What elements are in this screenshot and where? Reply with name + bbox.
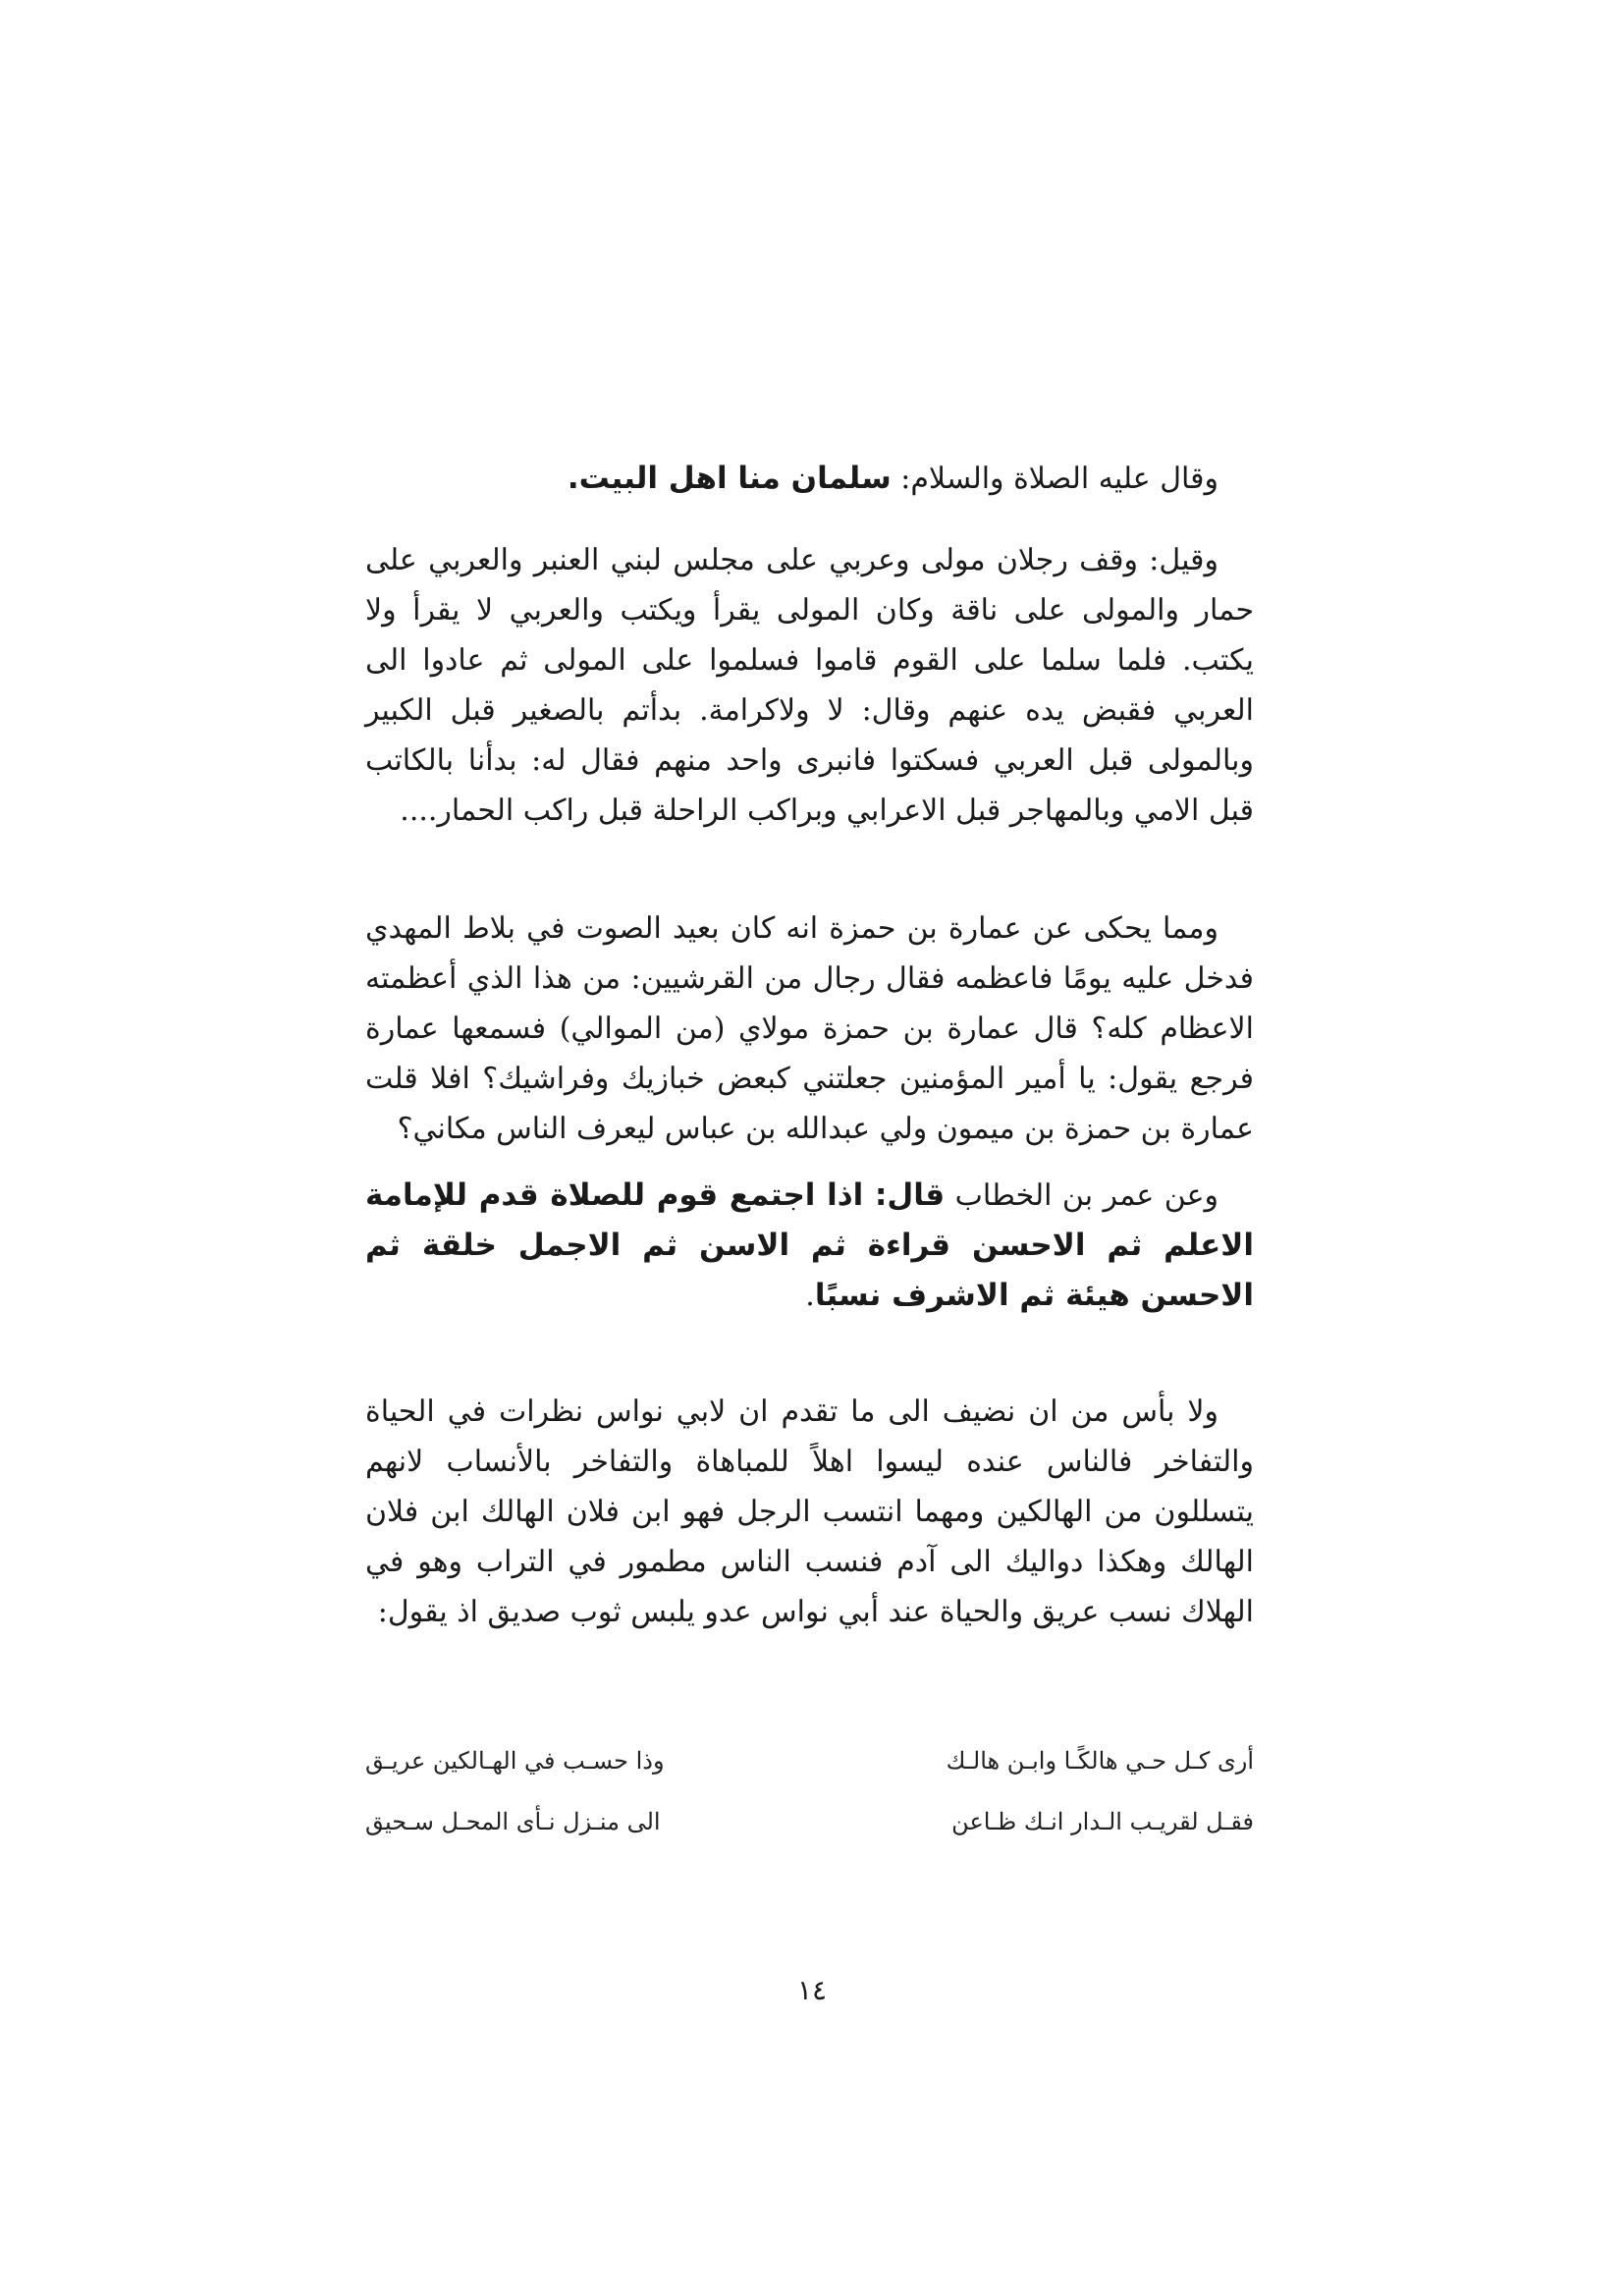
paragraph-3 bbox=[365, 903, 1254, 1154]
poem bbox=[365, 1730, 1254, 1852]
paragraph-1-plain: وقال عليه الصلاة والسلام: bbox=[891, 462, 1218, 496]
poem-verse-1-first: أرى كـل حـي هالكًـا وابـن هالـك bbox=[946, 1747, 1254, 1775]
poem-verse-2-first: فقـل لقريـب الـدار انـك ظـاعن bbox=[951, 1808, 1254, 1835]
paragraph-5 bbox=[365, 1387, 1254, 1637]
page-number: ١٤ bbox=[796, 1974, 828, 2006]
paragraph-1 bbox=[365, 454, 1254, 504]
paragraph-3-text: ومما يحكى عن عمارة بن حمزة انه كان بعيد الصوت في بلاط المهدي فدخل عليه يومًا فاعظمه فقال رجال من القرشيين: من هذا الذي أعظمته الاعظام كله؟ قال عمارة بن حمزة مولاي (من الموالي) فسمعها عمارة فرجع يقول: يا أمير المؤمنين جعلتني كبعض خبازيك وفراشيك؟ افلا قلت عمارة بن حمزة بن ميمون ولي عبدالله بن عباس ليعرف الناس مكاني؟ bbox=[365, 911, 1254, 1146]
paragraph-1-end: . bbox=[567, 461, 579, 496]
paragraph-4-end: . bbox=[805, 1279, 815, 1313]
poem-verse-2-second: الى منـزل نـأى المحـل سـحيق bbox=[365, 1808, 661, 1835]
paragraph-4 bbox=[365, 1171, 1254, 1321]
paragraph-4-plain: وعن عمر بن الخطاب bbox=[945, 1178, 1218, 1213]
poem-verse-2 bbox=[365, 1791, 1254, 1852]
paragraph-2-text: وقيل: وقف رجلان مولى وعربي على مجلس لبني العنبر والعربي على حمار والمولى على ناقة وكان المولى يقرأ ويكتب والعربي لا يقرأ ولا يكتب. فلما سلما على القوم قاموا فسلموا على المولى ثم عادوا الى العربي فقبض يده عنهم وقال: لا ولاكرامة. بدأتم بالصغير قبل الكبير وبالمولى قبل العربي فسكتوا فانبرى واحد منهم فقال له: بدأنا بالكاتب قبل الامي وبالمهاجر قبل الاعرابي وبراكب الراحلة قبل راكب الحمار.... bbox=[365, 543, 1254, 828]
paragraph-4-text bbox=[365, 1171, 1254, 1321]
paragraph-5-text: ولا بأس من ان نضيف الى ما تقدم ان لابي نواس نظرات في الحياة والتفاخر فالناس عنده ليسوا اهلاً للمباهاة والتفاخر بالأنساب لانهم يتسللون من الهالكين ومهما انتسب الرجل فهو ابن فلان الهالك ابن فلان الهالك وهكذا دواليك الى آدم فنسب الناس مطمور في التراب وهو في الهلاك نسب عريق والحياة عند أبي نواس عدو يلبس ثوب صديق اذ يقول: bbox=[365, 1394, 1254, 1629]
paragraph-2 bbox=[365, 535, 1254, 836]
paragraph-1-bold: سلمان منا اهل البيت bbox=[578, 461, 892, 496]
poem-verse-1-second: وذا حسـب في الهـالكين عريـق bbox=[365, 1747, 665, 1775]
paragraph-1-text bbox=[365, 454, 1254, 504]
poem-verse-1 bbox=[365, 1730, 1254, 1791]
paragraph-4-bold: قال: اذا اجتمع قوم للصلاة قدم للإمامة الاعلم ثم الاحسن قراءة ثم الاسن ثم الاجمل خلقة ثم الاحسن هيئة ثم الاشرف نسبًا bbox=[365, 1177, 1254, 1313]
